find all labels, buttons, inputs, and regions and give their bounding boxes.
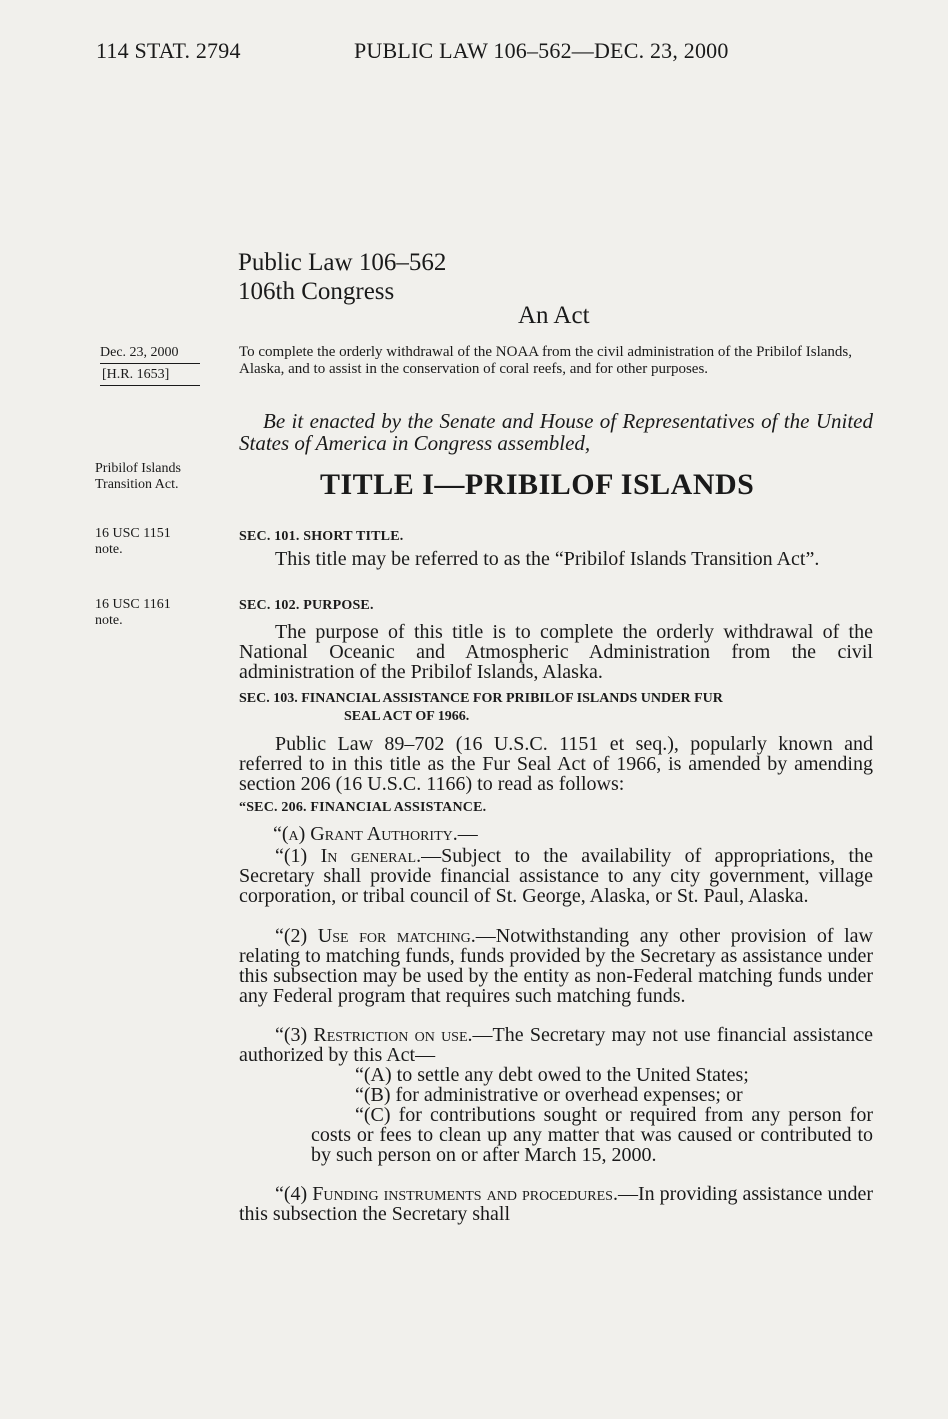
paragraph-2-text: Notwithstanding any other provision of law relating to matching funds, funds provided by the Secretary as assistance under this subsection may be used by the entity as non-Federal matching funds under any Federal program that requires such matching funds.: [239, 925, 873, 1007]
paragraph-1-lead: “(1) In general.—: [275, 845, 442, 867]
paragraph-2-lead: “(2) Use for matching.—: [275, 925, 496, 947]
subparagraph-c: “(C) for contributions sought or required from any person for costs or fees to clean up any matter that was caused or contributed to by such person on or after March 15, 2000.: [311, 1104, 873, 1166]
sec-103-heading: [239, 690, 873, 726]
sec-101-text: This title may be referred to as the “Pribilof Islands Transition Act”.: [275, 548, 820, 570]
margin-usc-2-cite: 16 USC 1161: [95, 597, 171, 612]
title-heading: TITLE I—PRIBILOF ISLANDS: [320, 468, 755, 501]
paragraph-3-lead: “(3) Restriction on use.—: [275, 1024, 493, 1046]
margin-act-name-line1: Pribilof Islands: [95, 461, 181, 476]
paragraph-1-text: Subject to the availability of appropriations, the Secretary shall provide financial assistance to any city government, village corporation, or tribal council of St. George, Alaska, or St. Paul, Alaska.: [239, 845, 873, 907]
margin-bill-number: [H.R. 1653]: [102, 367, 170, 382]
subparagraph-b: “(B) for administrative or overhead expenses; or: [355, 1084, 743, 1106]
paragraph-1: [239, 846, 873, 906]
enacting-clause: Be it enacted by the Senate and House of Representatives of the United States of America in Congress assembled,: [239, 409, 873, 455]
sec-102-heading: SEC. 102. PURPOSE.: [239, 598, 374, 613]
sec-103-text: Public Law 89–702 (16 U.S.C. 1151 et seq.), popularly known and referred to in this title as the Fur Seal Act of 1966, is amended by amending section 206 (16 U.S.C. 1166) to read as follows:: [239, 733, 873, 795]
paragraph-4-text: In providing assistance under this subsection the Secretary shall: [239, 1183, 873, 1225]
margin-rule-bottom: [100, 385, 200, 386]
congress-number: 106th Congress: [238, 278, 395, 305]
margin-date-block: [100, 343, 200, 387]
sec-101-heading: SEC. 101. SHORT TITLE.: [239, 529, 404, 544]
law-heading: [238, 248, 446, 306]
margin-rule: [100, 363, 200, 364]
act-purpose-text: To complete the orderly withdrawal of the NOAA from the civil administration of the Pribilof Islands, Alaska, and to assist in the conservation of coral reefs, and for other purposes.: [239, 344, 852, 377]
subsection-a-heading: “(a) Grant Authority.—: [273, 823, 478, 845]
running-header: PUBLIC LAW 106–562—DEC. 23, 2000: [354, 38, 729, 63]
sec-103-heading-line1: SEC. 103. FINANCIAL ASSISTANCE FOR PRIBILOF ISLANDS UNDER FUR: [239, 691, 723, 706]
act-purpose: [239, 344, 873, 378]
margin-usc-2: [95, 597, 171, 629]
margin-date: Dec. 23, 2000: [100, 345, 179, 360]
paragraph-2: [239, 926, 873, 1006]
sec-103-heading-line2: SEAL ACT OF 1966.: [344, 709, 470, 724]
margin-usc-1: [95, 526, 171, 558]
margin-act-name: [95, 461, 181, 493]
sec-102-text: The purpose of this title is to complete the orderly withdrawal of the National Oceanic and Atmospheric Administration from the civil administration of the Pribilof Islands, Alaska.: [239, 621, 873, 683]
subparagraph-a: “(A) to settle any debt owed to the United States;: [355, 1064, 749, 1086]
stat-page-number: 114 STAT. 2794: [96, 38, 241, 63]
paragraph-3: [239, 1025, 873, 1065]
margin-usc-1-cite: 16 USC 1151: [95, 526, 171, 541]
public-law-number: Public Law 106–562: [238, 249, 447, 276]
margin-act-name-line2: Transition Act.: [95, 477, 179, 492]
paragraph-3-text: The Secretary may not use financial assistance authorized by this Act—: [239, 1024, 873, 1066]
margin-usc-2-note: note.: [95, 613, 123, 628]
paragraph-4-lead: “(4) Funding instruments and procedures.—: [275, 1183, 638, 1205]
paragraph-4: [239, 1184, 873, 1224]
sec-206-heading: “SEC. 206. FINANCIAL ASSISTANCE.: [239, 800, 487, 815]
an-act-heading: An Act: [518, 302, 590, 329]
margin-usc-1-note: note.: [95, 542, 123, 557]
